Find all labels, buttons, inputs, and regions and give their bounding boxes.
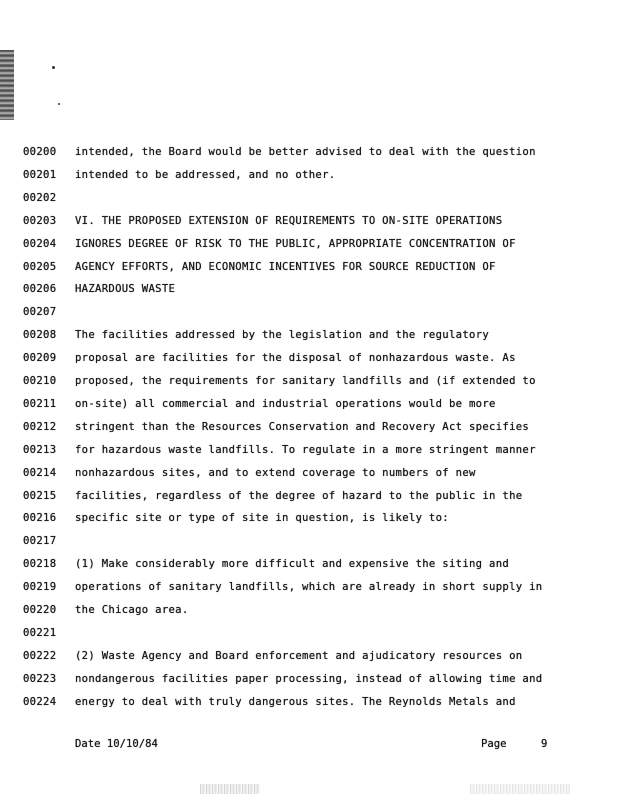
document-line	[0, 465, 618, 481]
document-line	[0, 304, 618, 320]
line-number: 00213	[23, 443, 57, 456]
scan-speck	[52, 66, 55, 69]
line-text: on-site) all commercial and industrial operations would be more	[75, 397, 496, 410]
line-number: 00218	[23, 558, 57, 571]
document-line	[0, 671, 618, 687]
line-number: 00205	[23, 260, 57, 273]
line-number: 00219	[23, 581, 57, 594]
line-text: for hazardous waste landfills. To regulate in a more stringent manner	[75, 443, 536, 456]
document-line	[0, 419, 618, 435]
footer-page-number: 9	[541, 738, 548, 750]
document-line	[0, 442, 618, 458]
document-line	[0, 533, 618, 549]
line-number: 00201	[23, 168, 57, 181]
line-number: 00217	[23, 535, 57, 548]
document-line	[0, 213, 618, 229]
footer-date: Date 10/10/84	[75, 738, 158, 750]
line-number: 00210	[23, 375, 57, 387]
document-line	[0, 144, 618, 160]
document-line	[0, 167, 618, 183]
line-number: 00222	[23, 649, 57, 662]
document-line	[0, 488, 618, 504]
document-line	[0, 510, 618, 526]
line-number: 00200	[23, 146, 57, 158]
document-line	[0, 281, 618, 297]
line-number: 00211	[23, 397, 57, 410]
scan-speck	[58, 103, 60, 105]
line-number: 00202	[23, 191, 57, 204]
line-number: 00204	[23, 237, 57, 250]
line-number: 00221	[23, 626, 57, 639]
line-number: 00206	[23, 283, 57, 296]
line-text: intended to be addressed, and no other.	[75, 168, 336, 181]
scan-edge-artifact	[0, 50, 14, 120]
document-line	[0, 694, 618, 710]
line-text: (1) Make considerably more difficult and expensive the siting and	[75, 558, 510, 571]
line-text: nondangerous facilities paper processing, instead of allowing time and	[75, 672, 543, 685]
line-number: 00214	[23, 466, 57, 479]
line-number: 00212	[23, 420, 57, 433]
line-text: specific site or type of site in question, is likely to:	[75, 512, 449, 525]
document-line	[0, 190, 618, 206]
document-line	[0, 236, 618, 252]
line-text: energy to deal with truly dangerous sites. The Reynolds Metals and	[75, 695, 516, 708]
line-text: proposal are facilities for the disposal of nonhazardous waste. As	[75, 352, 516, 365]
scan-noise	[470, 784, 570, 794]
document-line	[0, 556, 618, 572]
line-text: (2) Waste Agency and Board enforcement and ajudicatory resources on	[75, 649, 523, 662]
line-number: 00224	[23, 695, 57, 708]
line-text: intended, the Board would be better advised to deal with the question	[75, 146, 536, 158]
line-text: HAZARDOUS WASTE	[75, 283, 176, 296]
document-line	[0, 648, 618, 664]
line-text: The facilities addressed by the legislation and the regulatory	[75, 329, 490, 342]
document-line	[0, 396, 618, 412]
document-line	[0, 625, 618, 641]
line-text: operations of sanitary landfills, which are already in short supply in	[75, 581, 543, 594]
document-line	[0, 350, 618, 366]
scan-noise	[200, 784, 260, 794]
line-text: facilities, regardless of the degree of hazard to the public in the	[75, 489, 523, 502]
line-number: 00209	[23, 352, 57, 365]
line-number: 00220	[23, 604, 57, 616]
footer-page-label: Page	[481, 738, 507, 750]
line-number: 00208	[23, 329, 57, 342]
document-line	[0, 259, 618, 275]
line-text: VI. THE PROPOSED EXTENSION OF REQUIREMENTS TO ON-SITE OPERATIONS	[75, 214, 503, 227]
document-line	[0, 579, 618, 595]
line-text: stringent than the Resources Conservation and Recovery Act specifies	[75, 420, 530, 433]
line-text: AGENCY EFFORTS, AND ECONOMIC INCENTIVES FOR SOURCE REDUCTION OF	[75, 260, 496, 273]
line-number: 00207	[23, 306, 57, 319]
line-text: the Chicago area.	[75, 604, 189, 616]
line-text: IGNORES DEGREE OF RISK TO THE PUBLIC, APPROPRIATE CONCENTRATION OF	[75, 237, 516, 250]
line-number: 00216	[23, 512, 57, 525]
line-text: proposed, the requirements for sanitary landfills and (if extended to	[75, 375, 536, 387]
line-number: 00203	[23, 214, 57, 227]
line-number: 00215	[23, 489, 57, 502]
document-line	[0, 327, 618, 343]
line-text: nonhazardous sites, and to extend coverage to numbers of new	[75, 466, 476, 479]
line-number: 00223	[23, 672, 57, 685]
document-line	[0, 602, 618, 618]
page-footer	[0, 736, 618, 752]
document-line	[0, 373, 618, 389]
